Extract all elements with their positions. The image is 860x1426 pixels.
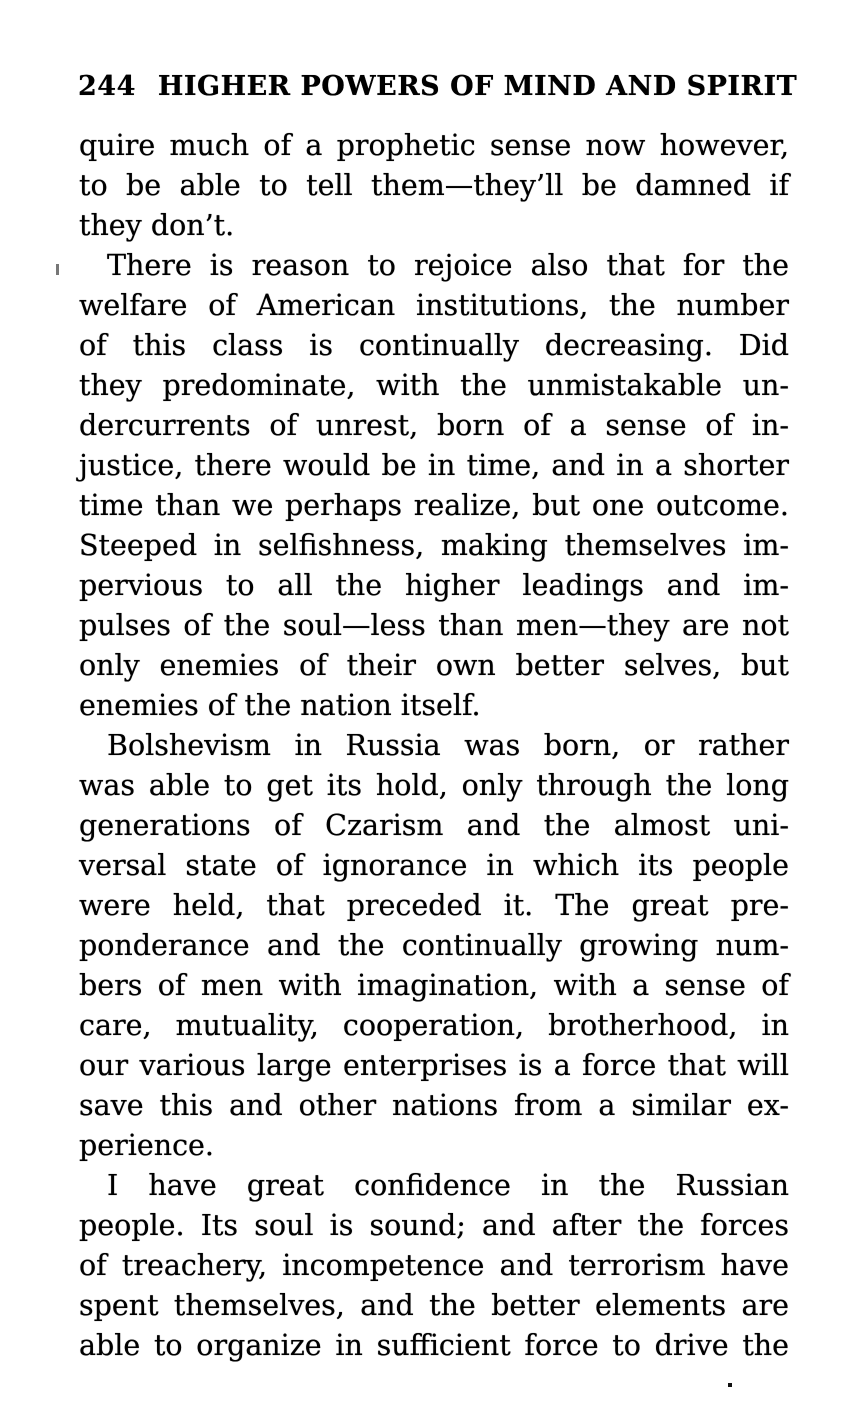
text-line: dercurrents of unrest, born of a sense of in- (79, 409, 789, 442)
text-line: pervious to all the higher leadings and im- (79, 569, 789, 602)
text-line: spent themselves, and the better elements are (79, 1289, 789, 1322)
scan-artifact-speck (56, 264, 59, 275)
text-line: quire much of a prophetic sense now however, (79, 129, 789, 162)
text-line: welfare of American institutions, the number (79, 289, 789, 322)
text-line: generations of Czarism and the almost uni- (79, 809, 789, 842)
text-line: pulses of the soul—less than men—they are not (79, 609, 789, 642)
scan-artifact-dot (728, 1383, 732, 1387)
text-line: bers of men with imagination, with a sense of (79, 969, 789, 1002)
text-line: justice, there would be in time, and in a shorter (79, 449, 789, 482)
chapter-title (158, 70, 797, 104)
page-number: 244 (78, 71, 136, 102)
text-line: able to organize in sufficient force to drive the (79, 1329, 789, 1362)
text-line: enemies of the nation itself. (79, 689, 481, 722)
text-line: was able to get its hold, only through the long (79, 769, 789, 802)
text-line: only enemies of their own better selves, but (79, 649, 789, 682)
text-line: versal state of ignorance in which its people (79, 849, 789, 882)
text-line: ponderance and the continually growing num- (79, 929, 789, 962)
text-line: There is reason to rejoice also that for the (107, 249, 789, 282)
text-line: perience. (79, 1129, 214, 1162)
text-line: our various large enterprises is a force that will (79, 1049, 789, 1082)
text-line: I have great confidence in the Russian (107, 1169, 789, 1202)
text-line: to be able to tell them—they’ll be damned if (79, 169, 789, 202)
text-line: people. Its soul is sound; and after the forces (79, 1209, 789, 1242)
text-line: Steeped in selfishness, making themselves im- (79, 529, 789, 562)
running-header (78, 70, 798, 104)
text-line: of treachery, incompetence and terrorism have (79, 1249, 789, 1282)
text-line: save this and other nations from a similar ex- (79, 1089, 789, 1122)
chapter-title-text: HIGHER POWERS OF MIND AND SPIRIT (157, 71, 798, 102)
page-body (79, 126, 789, 1366)
text-line: were held, that preceded it. The great pre- (79, 889, 789, 922)
text-line: care, mutuality, cooperation, brotherhood, in (79, 1009, 789, 1042)
text-line: they don’t. (79, 209, 235, 242)
text-line: Bolshevism in Russia was born, or rather (107, 729, 789, 762)
text-line: of this class is continually decreasing. Did (79, 329, 789, 362)
text-line: time than we perhaps realize, but one outcome. (79, 489, 789, 522)
text-line: they predominate, with the unmistakable un- (79, 369, 789, 402)
